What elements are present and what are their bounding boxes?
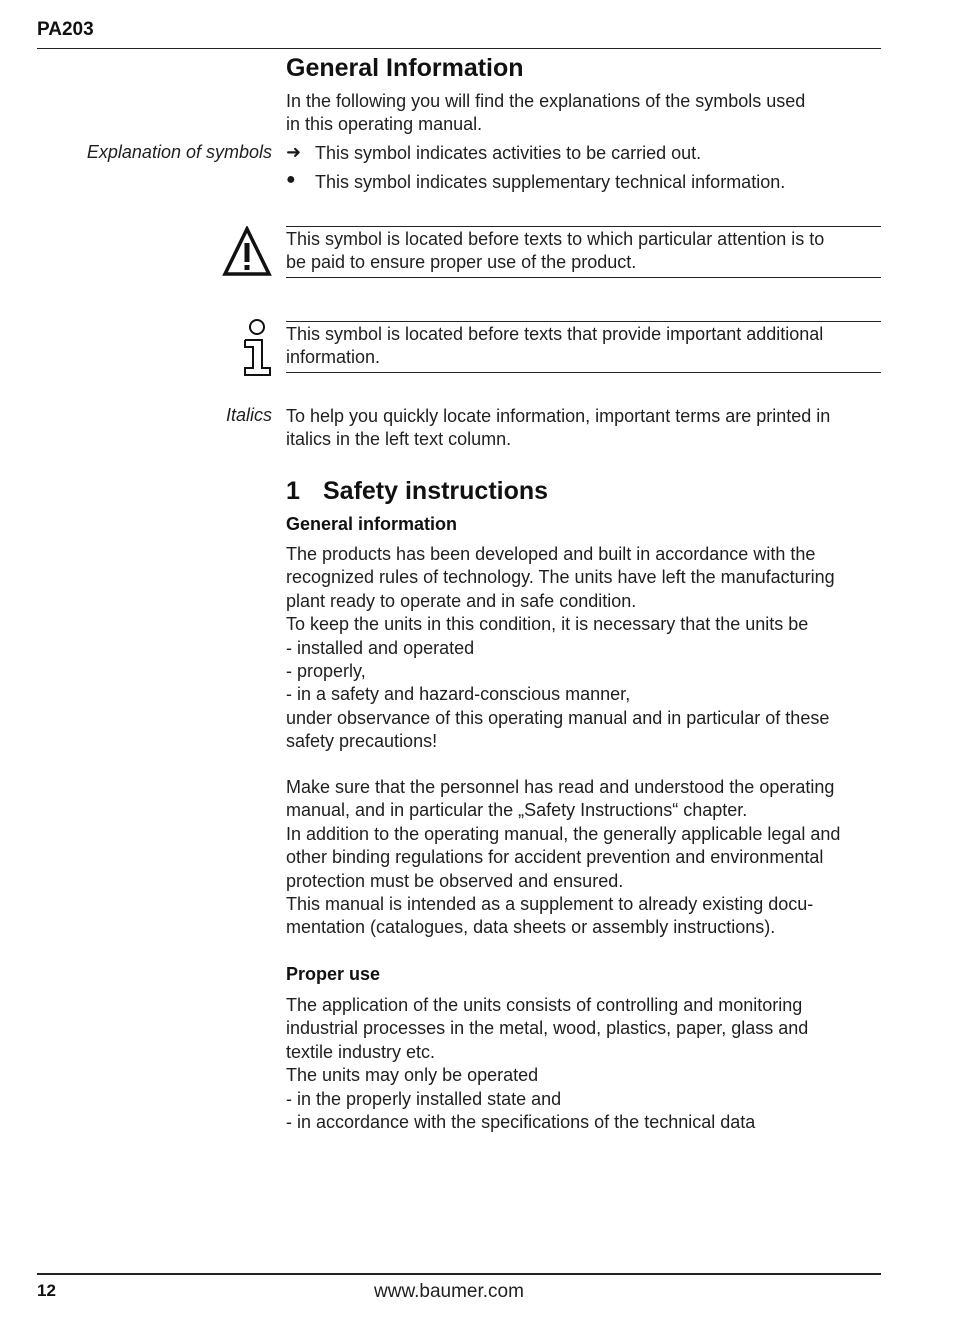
text-line: recognized rules of technology. The units have left the manufacturing [286, 567, 835, 588]
arrow-symbol-description: This symbol indicates activities to be carried out. [315, 143, 702, 163]
text-line: under observance of this operating manual and in particular of these [286, 707, 830, 728]
bullet-dot-icon: ● [286, 171, 296, 188]
text-line: plant ready to operate and in safe condition. [286, 590, 637, 611]
text-line: manual, and in particular the „Safety Instructions“ chapter. [286, 800, 748, 821]
section-heading-general-information: General Information [286, 54, 524, 82]
text-line: Make sure that the personnel has read and understood the operating [286, 777, 835, 797]
text-line: This symbol is located before texts that provide important additional [286, 324, 824, 344]
warning-box-bottom-rule [286, 277, 881, 278]
info-box-bottom-rule [286, 372, 881, 373]
text-line: The units may only be operated [286, 1065, 539, 1086]
text-line: industrial processes in the metal, wood, plastics, paper, glass and [286, 1018, 809, 1039]
text-line: - in a safety and hazard-conscious manner, [286, 684, 631, 705]
text-line: safety precautions! [286, 731, 438, 752]
text-line: To keep the units in this condition, it is necessary that the units be [286, 614, 809, 635]
text-line: The products has been developed and built in accordance with the [286, 544, 816, 564]
margin-note-italics: Italics [225, 405, 272, 425]
text-line: To help you quickly locate information, important terms are printed in [286, 406, 831, 426]
text-line: In addition to the operating manual, the generally applicable legal and [286, 823, 841, 844]
section-number: 1 [286, 477, 300, 505]
text-line: This symbol is located before texts to which particular attention is to [286, 229, 825, 249]
intro-paragraph [286, 90, 886, 137]
text-line: textile industry etc. [286, 1041, 436, 1062]
text-line: In the following you will find the explanations of the symbols used [286, 91, 806, 111]
page-number: 12 [37, 1281, 56, 1300]
text-line: - in accordance with the specifications of the technical data [286, 1112, 756, 1133]
warning-triangle-icon [222, 226, 272, 278]
subheading-proper-use: Proper use [286, 964, 381, 984]
text-line: in this operating manual. [286, 114, 483, 135]
italics-paragraph [286, 405, 886, 452]
safety-paragraph-2 [286, 776, 886, 940]
text-line: be paid to ensure proper use of the product. [286, 252, 637, 273]
text-line: mentation (catalogues, data sheets or assembly instructions). [286, 917, 776, 938]
text-line: information. [286, 347, 381, 368]
text-line: - installed and operated [286, 637, 475, 658]
document-code: PA203 [37, 19, 94, 40]
text-line: italics in the left text column. [286, 429, 512, 450]
text-line: This manual is intended as a supplement to already existing docu- [286, 894, 814, 915]
info-i-icon [242, 318, 272, 378]
text-line: - in the properly installed state and [286, 1088, 562, 1109]
margin-note-explanation-of-symbols: Explanation of symbols [86, 142, 272, 162]
bullet-symbol-description: This symbol indicates supplementary technical information. [315, 172, 786, 192]
proper-use-paragraph [286, 994, 886, 1134]
warning-box-top-rule [286, 226, 881, 227]
text-line: - properly, [286, 661, 366, 682]
subheading-general-information: General information [286, 514, 458, 534]
text-line: protection must be observed and ensured. [286, 870, 624, 891]
text-line: other binding regulations for accident prevention and environmental [286, 847, 824, 868]
safety-paragraph-1 [286, 543, 886, 754]
footer-website-link[interactable]: www.baumer.com [374, 1281, 524, 1302]
text-line: The application of the units consists of controlling and monitoring [286, 995, 803, 1015]
info-text [286, 323, 886, 370]
header-rule [37, 48, 881, 49]
info-box-top-rule [286, 321, 881, 322]
arrow-right-icon: ➜ [286, 142, 302, 162]
warning-text [286, 228, 886, 275]
section-heading-safety-instructions: Safety instructions [323, 477, 549, 505]
footer-rule [37, 1273, 881, 1275]
